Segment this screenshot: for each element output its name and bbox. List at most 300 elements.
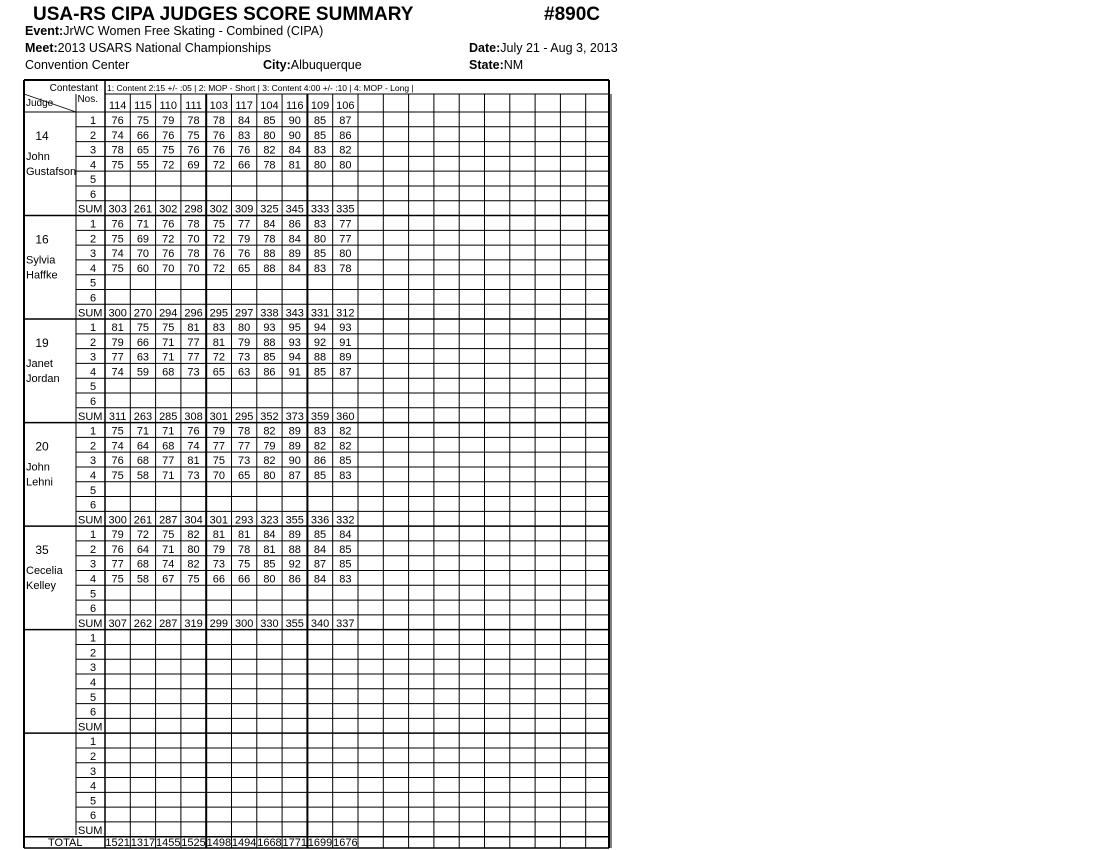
score-value: 77 bbox=[238, 440, 251, 453]
score-value: 74 bbox=[111, 129, 124, 142]
round-number: 1 bbox=[89, 529, 97, 542]
round-number: 4 bbox=[89, 780, 97, 793]
score-value: 81 bbox=[288, 159, 301, 172]
score-value: 81 bbox=[238, 529, 251, 542]
score-value: 86 bbox=[339, 129, 352, 142]
score-value: 91 bbox=[288, 366, 301, 379]
round-number: 4 bbox=[89, 366, 97, 379]
total-value: 1521 bbox=[105, 837, 130, 849]
score-value: 74 bbox=[111, 248, 124, 261]
score-value: 75 bbox=[111, 469, 124, 482]
score-value: 76 bbox=[111, 455, 124, 468]
score-value: 93 bbox=[288, 336, 301, 349]
score-value: 77 bbox=[339, 233, 352, 246]
score-value: 78 bbox=[238, 543, 251, 556]
score-value: 78 bbox=[187, 115, 200, 127]
score-value: 75 bbox=[212, 455, 225, 468]
score-value: 73 bbox=[187, 469, 200, 482]
score-value: 76 bbox=[187, 425, 200, 438]
score-value: 86 bbox=[263, 366, 276, 379]
score-value: 75 bbox=[111, 159, 124, 172]
score-value: 71 bbox=[136, 218, 150, 231]
score-value: 82 bbox=[339, 440, 352, 453]
score-value: 72 bbox=[162, 233, 175, 246]
score-value: 80 bbox=[263, 469, 276, 482]
score-value: 90 bbox=[288, 455, 301, 468]
total-value: 1676 bbox=[333, 837, 358, 849]
judge-last-name: Lehni bbox=[26, 476, 53, 489]
score-value: 81 bbox=[212, 529, 225, 542]
score-value: 75 bbox=[187, 573, 200, 586]
round-number: 6 bbox=[89, 188, 97, 201]
score-value: 74 bbox=[187, 440, 200, 453]
round-number: 4 bbox=[89, 573, 97, 586]
score-value: 85 bbox=[339, 558, 352, 571]
sum-value: 323 bbox=[260, 514, 279, 527]
sum-value: 302 bbox=[209, 203, 229, 216]
sum-value: 261 bbox=[133, 203, 153, 216]
score-value: 83 bbox=[313, 218, 327, 231]
score-value: 71 bbox=[162, 425, 175, 438]
sum-value: 300 bbox=[234, 617, 254, 630]
round-number: 3 bbox=[89, 765, 97, 778]
round-number: 5 bbox=[89, 381, 97, 394]
score-value: 66 bbox=[136, 129, 150, 142]
sum-value: 261 bbox=[133, 514, 153, 527]
contestant-number: 111 bbox=[185, 100, 202, 112]
sum-label: SUM bbox=[78, 824, 103, 837]
round-number: 6 bbox=[89, 603, 97, 616]
score-value: 75 bbox=[111, 573, 124, 586]
score-value: 95 bbox=[288, 322, 301, 335]
score-value: 75 bbox=[162, 529, 175, 542]
round-number: 1 bbox=[89, 425, 97, 438]
score-value: 58 bbox=[136, 573, 150, 586]
form-number: #890C bbox=[544, 4, 600, 25]
score-value: 75 bbox=[162, 144, 175, 157]
score-value: 76 bbox=[187, 144, 200, 157]
score-value: 84 bbox=[339, 529, 352, 542]
sum-value: 340 bbox=[310, 617, 330, 630]
score-value: 80 bbox=[313, 233, 327, 246]
score-value: 66 bbox=[136, 336, 150, 349]
score-value: 84 bbox=[238, 115, 251, 127]
score-value: 81 bbox=[263, 543, 276, 556]
score-value: 84 bbox=[263, 529, 276, 542]
judge-number: 16 bbox=[35, 232, 49, 247]
sum-value: 301 bbox=[209, 410, 229, 423]
score-value: 85 bbox=[313, 469, 327, 482]
score-value: 83 bbox=[339, 469, 352, 482]
sum-value: 333 bbox=[310, 203, 330, 216]
score-value: 67 bbox=[162, 573, 175, 586]
score-value: 92 bbox=[313, 336, 327, 349]
score-value: 76 bbox=[111, 115, 124, 127]
score-value: 87 bbox=[288, 469, 301, 482]
round-number: 6 bbox=[89, 292, 97, 305]
score-value: 78 bbox=[187, 248, 200, 261]
sum-value: 352 bbox=[260, 410, 279, 423]
total-value: 1498 bbox=[206, 837, 232, 849]
score-value: 71 bbox=[162, 336, 175, 349]
score-value: 74 bbox=[162, 558, 175, 571]
sum-value: 360 bbox=[336, 410, 355, 423]
score-value: 83 bbox=[313, 262, 327, 275]
sum-value: 325 bbox=[260, 203, 279, 216]
score-value: 86 bbox=[288, 573, 301, 586]
score-value: 84 bbox=[288, 262, 301, 275]
round-number: 1 bbox=[89, 218, 97, 231]
score-value: 64 bbox=[136, 543, 150, 556]
score-value: 78 bbox=[339, 262, 352, 275]
score-value: 79 bbox=[212, 543, 225, 556]
venue: Convention Center bbox=[25, 58, 130, 72]
score-value: 91 bbox=[339, 336, 352, 349]
sum-label: SUM bbox=[78, 617, 103, 630]
score-value: 80 bbox=[263, 129, 276, 142]
judge-label: Judge bbox=[26, 98, 54, 109]
score-value: 72 bbox=[212, 159, 225, 172]
score-value: 77 bbox=[187, 351, 200, 364]
score-value: 71 bbox=[136, 425, 150, 438]
score-value: 76 bbox=[238, 248, 251, 261]
sum-value: 330 bbox=[260, 617, 279, 630]
round-number: 5 bbox=[89, 484, 97, 497]
sum-value: 287 bbox=[159, 514, 178, 527]
score-value: 76 bbox=[162, 129, 175, 142]
score-value: 79 bbox=[162, 115, 175, 127]
score-value: 70 bbox=[212, 469, 225, 482]
score-value: 86 bbox=[288, 218, 301, 231]
round-number: 3 bbox=[89, 662, 97, 675]
score-value: 80 bbox=[339, 159, 352, 172]
score-value: 79 bbox=[212, 425, 225, 438]
score-value: 88 bbox=[288, 543, 301, 556]
contestant-label: Contestant bbox=[49, 83, 98, 94]
score-value: 85 bbox=[263, 115, 276, 127]
score-value: 85 bbox=[339, 455, 352, 468]
score-value: 90 bbox=[288, 129, 301, 142]
score-value: 66 bbox=[238, 573, 251, 586]
round-number: 3 bbox=[89, 558, 97, 571]
score-value: 77 bbox=[339, 218, 352, 231]
sum-value: 308 bbox=[184, 410, 203, 423]
sum-value: 302 bbox=[159, 203, 178, 216]
sum-value: 311 bbox=[108, 410, 127, 423]
round-number: 4 bbox=[89, 159, 97, 172]
score-value: 90 bbox=[288, 115, 301, 127]
judge-first-name: Sylvia bbox=[26, 254, 56, 267]
sum-value: 303 bbox=[108, 203, 127, 216]
score-value: 79 bbox=[111, 336, 124, 349]
score-value: 75 bbox=[238, 558, 251, 571]
score-value: 82 bbox=[187, 529, 200, 542]
sum-label: SUM bbox=[78, 721, 103, 734]
sum-value: 270 bbox=[133, 307, 153, 320]
score-value: 64 bbox=[136, 440, 150, 453]
score-value: 75 bbox=[136, 322, 150, 335]
score-value: 82 bbox=[263, 144, 276, 157]
score-value: 76 bbox=[162, 248, 175, 261]
score-value: 76 bbox=[212, 129, 225, 142]
score-value: 89 bbox=[288, 529, 301, 542]
round-number: 6 bbox=[89, 396, 97, 409]
sum-value: 355 bbox=[285, 514, 304, 527]
score-value: 75 bbox=[162, 322, 175, 335]
sum-value: 373 bbox=[285, 410, 304, 423]
score-value: 82 bbox=[313, 440, 327, 453]
score-value: 83 bbox=[238, 129, 251, 142]
round-number: 2 bbox=[89, 750, 97, 763]
score-value: 89 bbox=[288, 248, 301, 261]
score-value: 84 bbox=[288, 144, 301, 157]
sum-value: 307 bbox=[108, 617, 127, 630]
round-legend: 1: Content 2:15 +/- :05 | 2: MOP - Short | 3: Content 4:00 +/- :10 | 4: MOP - Long | bbox=[107, 83, 414, 93]
round-number: 5 bbox=[89, 277, 97, 290]
score-value: 80 bbox=[313, 159, 327, 172]
score-value: 71 bbox=[162, 469, 175, 482]
sum-value: 359 bbox=[310, 410, 330, 423]
round-number: 6 bbox=[89, 810, 97, 823]
score-value: 89 bbox=[288, 440, 301, 453]
sum-value: 309 bbox=[234, 203, 254, 216]
score-value: 88 bbox=[263, 248, 276, 261]
score-value: 70 bbox=[162, 262, 175, 275]
score-value: 88 bbox=[263, 262, 276, 275]
score-value: 58 bbox=[136, 469, 150, 482]
score-value: 82 bbox=[263, 425, 276, 438]
score-value: 73 bbox=[238, 455, 251, 468]
score-value: 70 bbox=[187, 233, 200, 246]
score-value: 74 bbox=[111, 366, 124, 379]
contestant-number: 114 bbox=[108, 100, 127, 112]
score-value: 79 bbox=[238, 233, 251, 246]
score-value: 65 bbox=[238, 262, 251, 275]
score-value: 83 bbox=[212, 322, 225, 335]
score-value: 76 bbox=[238, 144, 251, 157]
sum-value: 300 bbox=[108, 307, 127, 320]
score-value: 75 bbox=[136, 115, 150, 127]
score-value: 76 bbox=[111, 218, 124, 231]
meet-value: 2013 USARS National Championships bbox=[57, 41, 271, 55]
score-value: 84 bbox=[313, 573, 327, 586]
round-number: 4 bbox=[89, 677, 97, 690]
score-value: 78 bbox=[238, 425, 251, 438]
score-value: 59 bbox=[136, 366, 150, 379]
round-number: 3 bbox=[89, 351, 97, 364]
score-value: 71 bbox=[162, 543, 175, 556]
event-label: Event: bbox=[25, 24, 64, 38]
total-value: 1525 bbox=[181, 837, 206, 849]
judge-number: 20 bbox=[35, 439, 49, 454]
sum-value: 337 bbox=[336, 617, 355, 630]
score-value: 68 bbox=[162, 440, 175, 453]
city-label: City: bbox=[263, 58, 291, 72]
score-value: 84 bbox=[313, 543, 327, 556]
sum-value: 331 bbox=[310, 307, 330, 320]
judge-number: 14 bbox=[35, 129, 49, 143]
score-value: 81 bbox=[212, 336, 225, 349]
score-value: 81 bbox=[187, 455, 200, 468]
score-value: 84 bbox=[288, 233, 301, 246]
judge-last-name: Gustafson bbox=[26, 166, 77, 178]
score-value: 93 bbox=[263, 322, 276, 335]
score-value: 78 bbox=[263, 233, 276, 246]
score-value: 77 bbox=[162, 455, 175, 468]
score-value: 65 bbox=[212, 366, 225, 379]
score-value: 70 bbox=[136, 248, 150, 261]
score-value: 77 bbox=[111, 558, 124, 571]
nos-label: Nos. bbox=[77, 94, 98, 105]
score-value: 80 bbox=[187, 543, 200, 556]
score-value: 85 bbox=[313, 248, 327, 261]
judge-first-name: John bbox=[26, 151, 50, 163]
round-number: 5 bbox=[89, 588, 97, 601]
score-value: 68 bbox=[136, 455, 150, 468]
score-value: 68 bbox=[136, 558, 150, 571]
sum-value: 301 bbox=[209, 514, 229, 527]
score-value: 85 bbox=[339, 543, 352, 556]
score-value: 84 bbox=[263, 218, 276, 231]
score-value: 80 bbox=[238, 322, 251, 335]
score-value: 72 bbox=[212, 233, 225, 246]
score-value: 68 bbox=[162, 366, 175, 379]
score-value: 81 bbox=[187, 322, 200, 335]
state-value: NM bbox=[503, 58, 524, 72]
state-label: State: bbox=[469, 58, 504, 72]
score-value: 72 bbox=[162, 159, 175, 172]
score-value: 73 bbox=[212, 558, 225, 571]
score-value: 77 bbox=[238, 218, 251, 231]
sum-value: 293 bbox=[234, 514, 254, 527]
score-value: 78 bbox=[187, 218, 200, 231]
score-value: 76 bbox=[212, 144, 225, 157]
score-value: 72 bbox=[136, 529, 150, 542]
score-value: 74 bbox=[111, 440, 124, 453]
score-value: 60 bbox=[136, 262, 150, 275]
round-number: 2 bbox=[89, 543, 97, 556]
sum-label: SUM bbox=[78, 514, 103, 527]
score-value: 75 bbox=[111, 425, 124, 438]
score-value: 77 bbox=[187, 336, 200, 349]
score-value: 73 bbox=[238, 351, 251, 364]
sum-value: 319 bbox=[184, 617, 203, 630]
round-number: 5 bbox=[89, 795, 97, 808]
score-value: 92 bbox=[288, 558, 301, 571]
contestant-number: 104 bbox=[260, 100, 279, 112]
judge-number: 19 bbox=[35, 336, 49, 351]
round-number: 5 bbox=[89, 691, 97, 704]
total-value: 1771 bbox=[282, 837, 307, 849]
score-value: 55 bbox=[136, 159, 150, 172]
score-value: 75 bbox=[212, 218, 225, 231]
sum-value: 297 bbox=[234, 307, 254, 320]
score-value: 85 bbox=[263, 558, 276, 571]
round-number: 1 bbox=[89, 115, 97, 127]
sum-value: 335 bbox=[336, 203, 355, 216]
sum-value: 332 bbox=[336, 514, 355, 527]
date-label: Date: bbox=[469, 41, 501, 55]
sum-value: 285 bbox=[159, 410, 178, 423]
round-number: 2 bbox=[89, 336, 97, 349]
sum-label: SUM bbox=[78, 203, 103, 216]
contestant-number: 103 bbox=[209, 100, 229, 112]
score-value: 76 bbox=[111, 543, 124, 556]
judge-first-name: Janet bbox=[26, 358, 53, 371]
sum-value: 299 bbox=[209, 617, 229, 630]
judge-last-name: Jordan bbox=[26, 373, 60, 386]
round-number: 5 bbox=[89, 174, 97, 187]
contestant-number: 106 bbox=[336, 100, 355, 112]
score-value: 75 bbox=[111, 262, 124, 275]
score-value: 80 bbox=[339, 248, 352, 261]
round-number: 2 bbox=[89, 647, 97, 660]
judge-first-name: John bbox=[26, 461, 50, 474]
round-number: 1 bbox=[89, 632, 97, 645]
score-value: 85 bbox=[313, 529, 327, 542]
sum-value: 295 bbox=[234, 410, 254, 423]
total-label: TOTAL bbox=[48, 837, 83, 849]
score-value: 79 bbox=[111, 529, 124, 542]
round-number: 3 bbox=[89, 144, 97, 157]
sum-value: 300 bbox=[108, 514, 127, 527]
sum-value: 296 bbox=[184, 307, 203, 320]
score-value: 76 bbox=[212, 248, 225, 261]
total-value: 1455 bbox=[156, 837, 181, 849]
sum-label: SUM bbox=[78, 410, 103, 423]
score-value: 87 bbox=[313, 558, 327, 571]
score-value: 79 bbox=[238, 336, 251, 349]
total-value: 1668 bbox=[257, 837, 282, 849]
score-value: 72 bbox=[212, 351, 225, 364]
sum-value: 295 bbox=[209, 307, 229, 320]
score-value: 71 bbox=[162, 351, 175, 364]
contestant-number: 115 bbox=[134, 100, 152, 112]
score-value: 69 bbox=[136, 233, 150, 246]
sum-value: 345 bbox=[285, 203, 304, 216]
round-number: 3 bbox=[89, 248, 97, 261]
sum-value: 304 bbox=[184, 514, 203, 527]
total-value: 1494 bbox=[231, 837, 257, 849]
score-value: 82 bbox=[339, 144, 352, 157]
score-value: 89 bbox=[288, 425, 301, 438]
judge-last-name: Kelley bbox=[26, 580, 56, 593]
round-number: 1 bbox=[89, 322, 97, 335]
score-value: 77 bbox=[111, 351, 124, 364]
sum-value: 343 bbox=[285, 307, 304, 320]
round-number: 2 bbox=[89, 129, 97, 142]
sum-value: 336 bbox=[310, 514, 330, 527]
sum-value: 312 bbox=[336, 307, 355, 320]
score-value: 87 bbox=[339, 366, 352, 379]
round-number: 2 bbox=[89, 440, 97, 453]
score-value: 76 bbox=[162, 218, 175, 231]
sum-value: 262 bbox=[133, 617, 153, 630]
score-value: 73 bbox=[187, 366, 200, 379]
score-value: 65 bbox=[136, 144, 150, 157]
meet-label: Meet: bbox=[25, 41, 58, 55]
score-value: 83 bbox=[313, 144, 327, 157]
score-value: 75 bbox=[111, 233, 124, 246]
score-value: 88 bbox=[263, 336, 276, 349]
contestant-number: 116 bbox=[285, 100, 304, 112]
total-value: 1699 bbox=[307, 837, 333, 849]
score-value: 85 bbox=[313, 115, 327, 127]
round-number: 4 bbox=[89, 262, 97, 275]
score-value: 81 bbox=[111, 322, 124, 335]
contestant-number: 109 bbox=[310, 100, 330, 112]
score-value: 85 bbox=[313, 129, 327, 142]
